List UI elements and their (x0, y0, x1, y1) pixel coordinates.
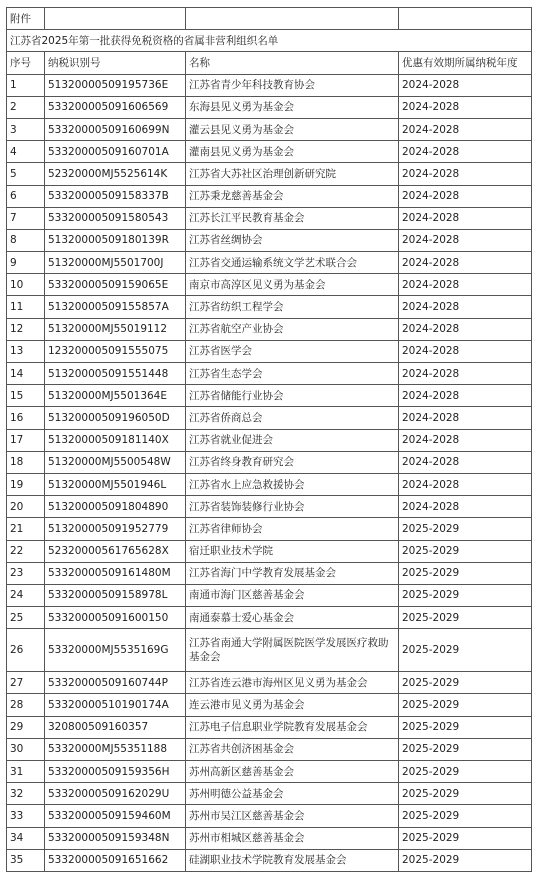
header-name: 名称 (186, 52, 399, 74)
cell-seq: 6 (7, 185, 45, 207)
cell-tax-id: 53320000509158337B (45, 185, 186, 207)
cell-seq: 34 (7, 827, 45, 849)
attachment-label: 附件 (7, 8, 45, 30)
cell-seq: 12 (7, 318, 45, 340)
table-row (7, 607, 532, 629)
cell-tax-id: 53320000509159460M (45, 805, 186, 827)
table-row (7, 783, 532, 805)
cell-tax-id: 513200005091804890 (45, 496, 186, 518)
cell-name: 江苏省丝绸协会 (186, 229, 399, 251)
table-row (7, 473, 532, 495)
header-row (7, 52, 532, 74)
table-row (7, 805, 532, 827)
header-tax-id: 纳税识别号 (45, 52, 186, 74)
cell-valid-years: 2025-2029 (399, 805, 532, 827)
cell-valid-years: 2024-2028 (399, 473, 532, 495)
cell-name: 江苏省侨商总会 (186, 407, 399, 429)
cell-tax-id: 533200005091651662 (45, 849, 186, 871)
table-row (7, 518, 532, 540)
title-row (7, 30, 532, 52)
cell-seq: 30 (7, 738, 45, 760)
cell-valid-years: 2025-2029 (399, 716, 532, 738)
cell-seq: 14 (7, 363, 45, 385)
tax-exempt-organization-table (6, 7, 532, 872)
cell-valid-years: 2024-2028 (399, 429, 532, 451)
table-row (7, 451, 532, 473)
cell-valid-years: 2024-2028 (399, 385, 532, 407)
cell-valid-years: 2025-2029 (399, 562, 532, 584)
cell-name: 苏州市相城区慈善基金会 (186, 827, 399, 849)
table-row (7, 74, 532, 96)
cell-seq: 5 (7, 163, 45, 185)
table-row (7, 716, 532, 738)
cell-seq: 26 (7, 629, 45, 672)
cell-tax-id: 53320000509159348N (45, 827, 186, 849)
cell-tax-id: 53320000MJ55351188 (45, 738, 186, 760)
cell-seq: 13 (7, 340, 45, 362)
cell-valid-years: 2024-2028 (399, 185, 532, 207)
cell-name: 苏州明德公益基金会 (186, 783, 399, 805)
attachment-row (7, 8, 532, 30)
table-row (7, 163, 532, 185)
table-row (7, 252, 532, 274)
cell-tax-id: 533200005091580543 (45, 207, 186, 229)
cell-valid-years: 2024-2028 (399, 163, 532, 185)
table-row (7, 738, 532, 760)
cell-tax-id: 51320000MJ5501946L (45, 473, 186, 495)
cell-valid-years: 2024-2028 (399, 141, 532, 163)
cell-name: 苏州高新区慈善基金会 (186, 761, 399, 783)
cell-valid-years: 2025-2029 (399, 540, 532, 562)
cell-name: 江苏省律师协会 (186, 518, 399, 540)
cell-tax-id: 51320000509195736E (45, 74, 186, 96)
cell-tax-id: 51320000MJ5501700J (45, 252, 186, 274)
empty-cell (399, 8, 532, 30)
cell-seq: 35 (7, 849, 45, 871)
cell-tax-id: 53320000509162029U (45, 783, 186, 805)
cell-name: 江苏省生态学会 (186, 363, 399, 385)
cell-name: 江苏秉龙慈善基金会 (186, 185, 399, 207)
cell-seq: 25 (7, 607, 45, 629)
cell-valid-years: 2025-2029 (399, 783, 532, 805)
cell-seq: 32 (7, 783, 45, 805)
cell-tax-id: 53320000510190174A (45, 694, 186, 716)
cell-name: 江苏省装饰装修行业协会 (186, 496, 399, 518)
cell-tax-id: 51320000509155857A (45, 296, 186, 318)
cell-name: 南通泰慕士爱心基金会 (186, 607, 399, 629)
cell-tax-id: 53320000509158978L (45, 584, 186, 606)
cell-seq: 2 (7, 96, 45, 118)
table-row (7, 761, 532, 783)
cell-name: 宿迁职业技术学院 (186, 540, 399, 562)
table-row (7, 207, 532, 229)
cell-seq: 19 (7, 473, 45, 495)
table-title: 江苏省2025年第一批获得免税资格的省属非营利组织名单 (7, 30, 532, 52)
cell-seq: 17 (7, 429, 45, 451)
cell-name: 苏州市吴江区慈善基金会 (186, 805, 399, 827)
cell-valid-years: 2025-2029 (399, 629, 532, 672)
cell-tax-id: 320800509160357 (45, 716, 186, 738)
cell-name: 硅湖职业技术学院教育发展基金会 (186, 849, 399, 871)
cell-tax-id: 533200005091606569 (45, 96, 186, 118)
cell-name: 南京市高淳区见义勇为基金会 (186, 274, 399, 296)
cell-tax-id: 51320000MJ55019112 (45, 318, 186, 340)
table-row (7, 849, 532, 871)
table-row (7, 629, 532, 672)
cell-tax-id: 51320000509180139R (45, 229, 186, 251)
cell-seq: 7 (7, 207, 45, 229)
cell-valid-years: 2024-2028 (399, 252, 532, 274)
header-seq: 序号 (7, 52, 45, 74)
cell-valid-years: 2025-2029 (399, 672, 532, 694)
cell-tax-id: 123200005091555075 (45, 340, 186, 362)
cell-valid-years: 2024-2028 (399, 407, 532, 429)
cell-valid-years: 2024-2028 (399, 207, 532, 229)
cell-tax-id: 52320000561765628X (45, 540, 186, 562)
table-row (7, 340, 532, 362)
table-row (7, 562, 532, 584)
cell-seq: 20 (7, 496, 45, 518)
cell-name: 东海县见义勇为基金会 (186, 96, 399, 118)
cell-seq: 24 (7, 584, 45, 606)
cell-seq: 29 (7, 716, 45, 738)
cell-tax-id: 51320000MJ5501364E (45, 385, 186, 407)
cell-valid-years: 2024-2028 (399, 296, 532, 318)
cell-valid-years: 2024-2028 (399, 318, 532, 340)
table-row (7, 96, 532, 118)
cell-seq: 27 (7, 672, 45, 694)
cell-valid-years: 2025-2029 (399, 518, 532, 540)
cell-name: 江苏省大苏社区治理创新研究院 (186, 163, 399, 185)
empty-cell (186, 8, 399, 30)
cell-name: 江苏省医学会 (186, 340, 399, 362)
cell-name: 江苏省海门中学教育发展基金会 (186, 562, 399, 584)
table-row (7, 496, 532, 518)
cell-valid-years: 2024-2028 (399, 496, 532, 518)
cell-name: 江苏电子信息职业学院教育发展基金会 (186, 716, 399, 738)
table-row (7, 296, 532, 318)
table-row (7, 827, 532, 849)
table-row (7, 118, 532, 140)
cell-tax-id: 51320000509181140X (45, 429, 186, 451)
cell-valid-years: 2025-2029 (399, 849, 532, 871)
cell-valid-years: 2024-2028 (399, 274, 532, 296)
table-row (7, 584, 532, 606)
cell-name: 江苏省终身教育研究会 (186, 451, 399, 473)
cell-seq: 18 (7, 451, 45, 473)
cell-name: 江苏省共创济困基金会 (186, 738, 399, 760)
table-row (7, 540, 532, 562)
cell-tax-id: 51320000MJ5500548W (45, 451, 186, 473)
cell-name: 江苏省青少年科技教育协会 (186, 74, 399, 96)
cell-tax-id: 53320000509159065E (45, 274, 186, 296)
cell-valid-years: 2024-2028 (399, 96, 532, 118)
cell-name: 灌南县见义勇为基金会 (186, 141, 399, 163)
table-row (7, 185, 532, 207)
table-row (7, 274, 532, 296)
cell-name: 江苏省就业促进会 (186, 429, 399, 451)
table-row (7, 429, 532, 451)
cell-name: 连云港市见义勇为基金会 (186, 694, 399, 716)
table-row (7, 694, 532, 716)
cell-seq: 9 (7, 252, 45, 274)
cell-seq: 28 (7, 694, 45, 716)
cell-name: 南通市海门区慈善基金会 (186, 584, 399, 606)
cell-seq: 1 (7, 74, 45, 96)
table-row (7, 407, 532, 429)
cell-tax-id: 53320000509159356H (45, 761, 186, 783)
cell-name: 江苏省纺织工程学会 (186, 296, 399, 318)
cell-tax-id: 53320000509160699N (45, 118, 186, 140)
cell-tax-id: 533200005091600150 (45, 607, 186, 629)
cell-seq: 8 (7, 229, 45, 251)
cell-valid-years: 2024-2028 (399, 451, 532, 473)
cell-seq: 15 (7, 385, 45, 407)
table-row (7, 385, 532, 407)
cell-name: 江苏省交通运输系统文学艺术联合会 (186, 252, 399, 274)
table-row (7, 318, 532, 340)
cell-seq: 31 (7, 761, 45, 783)
cell-valid-years: 2025-2029 (399, 827, 532, 849)
cell-seq: 3 (7, 118, 45, 140)
cell-seq: 10 (7, 274, 45, 296)
cell-tax-id: 53320000MJ5535169G (45, 629, 186, 672)
cell-name: 江苏长江平民教育基金会 (186, 207, 399, 229)
cell-seq: 33 (7, 805, 45, 827)
cell-tax-id: 51320000509196050D (45, 407, 186, 429)
cell-valid-years: 2024-2028 (399, 363, 532, 385)
cell-tax-id: 53320000509160744P (45, 672, 186, 694)
cell-tax-id: 513200005091952779 (45, 518, 186, 540)
empty-cell (45, 8, 186, 30)
cell-valid-years: 2025-2029 (399, 761, 532, 783)
cell-seq: 23 (7, 562, 45, 584)
cell-name: 江苏省储能行业协会 (186, 385, 399, 407)
cell-name: 江苏省连云港市海州区见义勇为基金会 (186, 672, 399, 694)
cell-valid-years: 2024-2028 (399, 118, 532, 140)
cell-tax-id: 52320000MJ5525614K (45, 163, 186, 185)
document-page (6, 7, 531, 872)
table-row (7, 141, 532, 163)
cell-name: 灌云县见义勇为基金会 (186, 118, 399, 140)
table-row (7, 229, 532, 251)
cell-tax-id: 53320000509160701A (45, 141, 186, 163)
cell-valid-years: 2025-2029 (399, 738, 532, 760)
cell-name: 江苏省水上应急救援协会 (186, 473, 399, 495)
cell-valid-years: 2025-2029 (399, 584, 532, 606)
cell-seq: 21 (7, 518, 45, 540)
cell-seq: 11 (7, 296, 45, 318)
table-row (7, 363, 532, 385)
cell-name: 江苏省南通大学附属医院医学发展医疗救助基金会 (186, 629, 399, 672)
cell-valid-years: 2024-2028 (399, 340, 532, 362)
cell-seq: 4 (7, 141, 45, 163)
cell-tax-id: 53320000509161480M (45, 562, 186, 584)
cell-valid-years: 2024-2028 (399, 74, 532, 96)
cell-tax-id: 513200005091551448 (45, 363, 186, 385)
cell-valid-years: 2024-2028 (399, 229, 532, 251)
header-valid-years: 优惠有效期所属纳税年度 (399, 52, 532, 74)
cell-seq: 22 (7, 540, 45, 562)
cell-valid-years: 2025-2029 (399, 694, 532, 716)
cell-name: 江苏省航空产业协会 (186, 318, 399, 340)
cell-seq: 16 (7, 407, 45, 429)
table-row (7, 672, 532, 694)
cell-valid-years: 2025-2029 (399, 607, 532, 629)
